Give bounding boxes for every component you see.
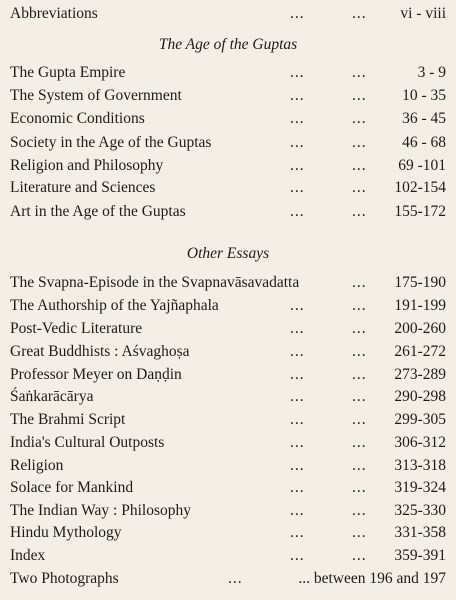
leader-dots: ... (352, 87, 367, 104)
toc-entry (0, 500, 456, 522)
leader-dots: ... (290, 203, 305, 220)
toc-entry-pages: 102-154 (394, 179, 446, 196)
leader-dots: ... (352, 134, 367, 151)
leader-dots: ... (290, 157, 305, 174)
leader-dots: ... (290, 366, 305, 383)
toc-entry-title: Economic Conditions (10, 110, 145, 127)
toc-entry-title: The System of Government (10, 87, 182, 104)
toc-entry-pages: 325-330 (394, 502, 446, 519)
toc-entry-pages: 273-289 (394, 366, 446, 383)
toc-entry (0, 295, 456, 317)
toc-entry-title: Religion (10, 457, 64, 474)
leader-dots: ... (352, 343, 367, 360)
toc-entry-title: The Brahmi Script (10, 411, 126, 428)
leader-dots: ... (352, 502, 367, 519)
toc-entry-photographs (0, 568, 456, 590)
leader-dots: ... (290, 411, 305, 428)
toc-entry (0, 386, 456, 408)
leader-dots: ... (290, 87, 305, 104)
leader-dots: ... (290, 457, 305, 474)
toc-entry (0, 177, 456, 199)
toc-entry (0, 455, 456, 477)
toc-entry-pages: 306-312 (394, 434, 446, 451)
leader-dots: ... (352, 547, 367, 564)
toc-entry (0, 155, 456, 177)
toc-entry-title: Index (10, 547, 46, 564)
toc-entry (0, 108, 456, 130)
toc-entry-title: Literature and Sciences (10, 179, 156, 196)
toc-entry (0, 272, 456, 294)
toc-entry-pages: 191-199 (394, 297, 446, 314)
leader-dots: ... (352, 388, 367, 405)
leader-dots: ... (290, 479, 305, 496)
toc-entry (0, 85, 456, 107)
leader-dots: ... (352, 179, 367, 196)
leader-dots: ... (290, 179, 305, 196)
section-heading-other-essays: Other Essays (186, 245, 270, 262)
toc-entry-pages: 69 -101 (398, 157, 446, 174)
toc-entry (0, 432, 456, 454)
toc-entry-pages: 261-272 (394, 343, 446, 360)
leader-dots: ... (352, 366, 367, 383)
leader-dots: ... (290, 434, 305, 451)
toc-entry-title: Abbreviations (10, 5, 98, 22)
toc-entry-title: Great Buddhists : Aśvaghoṣa (10, 343, 190, 360)
toc-entry-title: Society in the Age of the Guptas (10, 134, 212, 151)
leader-dots: ... (352, 434, 367, 451)
toc-entry-pages: 10 - 35 (402, 87, 446, 104)
toc-entry-pages: 359-391 (394, 547, 446, 564)
section-heading-age-of-guptas: The Age of the Guptas (158, 36, 298, 53)
toc-entry (0, 132, 456, 154)
toc-entry (0, 341, 456, 363)
leader-dots: ... (290, 502, 305, 519)
leader-dots: ... (352, 203, 367, 220)
toc-entry (0, 318, 456, 340)
toc-entry-pages: 36 - 45 (402, 110, 446, 127)
toc-entry-pages: 175-190 (394, 274, 446, 291)
toc-entry-title: The Authorship of the Yajñaphala (10, 297, 219, 314)
leader-dots: ... (290, 524, 305, 541)
leader-dots: ... (352, 524, 367, 541)
toc-entry-pages: 299-305 (394, 411, 446, 428)
toc-entry (0, 409, 456, 431)
leader-dots: ... (352, 320, 367, 337)
leader-dots: ... (352, 297, 367, 314)
leader-dots: ... (290, 134, 305, 151)
leader-dots: ... (290, 110, 305, 127)
toc-entry-pages: 155-172 (394, 203, 446, 220)
leader-dots: ... (352, 5, 367, 22)
leader-dots: ... (352, 457, 367, 474)
toc-entry-pages: 313-318 (394, 457, 446, 474)
leader-dots: ... (352, 157, 367, 174)
toc-entry (0, 364, 456, 386)
leader-dots: ... (290, 5, 305, 22)
toc-entry-title: India's Cultural Outposts (10, 434, 165, 451)
toc-entry-title: Professor Meyer on Daṇḍin (10, 366, 182, 383)
toc-entry-pages: 319-324 (394, 479, 446, 496)
leader-dots: ... (290, 388, 305, 405)
toc-entry (0, 522, 456, 544)
leader-dots: ... (290, 320, 305, 337)
toc-entry-pages: ... between 196 and 197 (298, 570, 446, 587)
toc-entry (0, 62, 456, 84)
toc-entry-pages: 200-260 (394, 320, 446, 337)
leader-dots: ... (352, 411, 367, 428)
toc-entry-pages: vi - viii (400, 5, 446, 22)
toc-entry-pages: 290-298 (394, 388, 446, 405)
leader-dots: ... (352, 479, 367, 496)
toc-entry-title: Śaṅkarācārya (10, 388, 94, 405)
toc-entry-title: Religion and Philosophy (10, 157, 164, 174)
toc-entry-pages: 331-358 (394, 524, 446, 541)
leader-dots: ... (352, 110, 367, 127)
leader-dots: ... (352, 274, 367, 291)
toc-entry (0, 545, 456, 567)
toc-entry-title: Post-Vedic Literature (10, 320, 143, 337)
toc-entry-pages: 46 - 68 (402, 134, 446, 151)
leader-dots: ... (228, 570, 243, 587)
toc-entry-title: The Indian Way : Philosophy (10, 502, 192, 519)
toc-entry-title: Two Photographs (10, 570, 119, 587)
leader-dots: ... (290, 547, 305, 564)
toc-entry-abbreviations (0, 3, 456, 25)
leader-dots: ... (290, 343, 305, 360)
toc-entry (0, 201, 456, 223)
toc-entry-pages: 3 - 9 (417, 64, 446, 81)
leader-dots: ... (352, 64, 367, 81)
toc-entry-title: Art in the Age of the Guptas (10, 203, 186, 220)
leader-dots: ... (290, 297, 305, 314)
toc-entry-title: Hindu Mythology (10, 524, 122, 541)
toc-entry-title: The Svapna-Episode in the Svapnavāsavadatta (10, 274, 300, 291)
toc-entry (0, 477, 456, 499)
toc-entry-title: The Gupta Empire (10, 64, 126, 81)
leader-dots: ... (290, 64, 305, 81)
toc-entry-title: Solace for Mankind (10, 479, 134, 496)
